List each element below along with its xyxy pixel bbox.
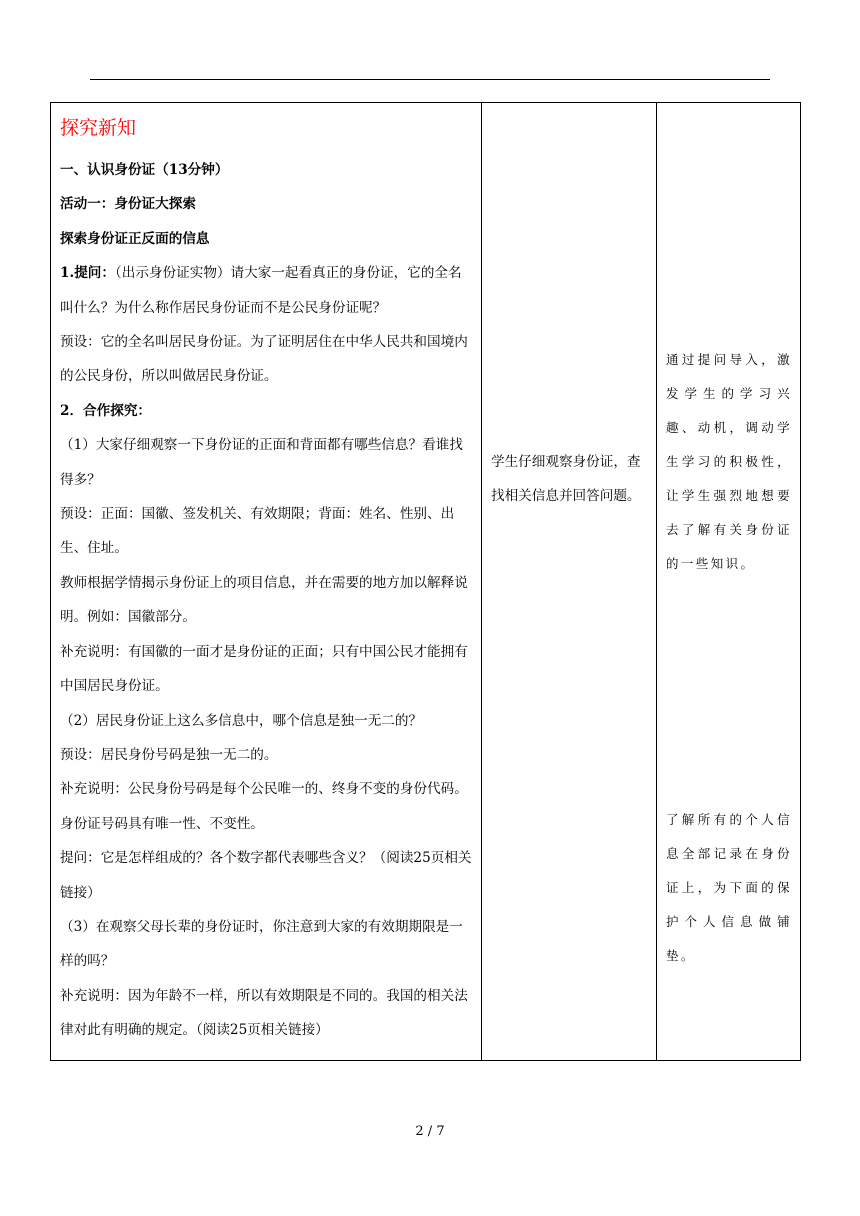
paragraph: 预设：它的全名叫居民身份证。为了证明居住在中华人民共和国境内的公民身份，所以叫做居民身份证。	[60, 334, 468, 385]
lesson-plan-table	[50, 102, 801, 1061]
student-activity-cell	[482, 103, 657, 1061]
paragraph: 补充说明：因为年龄不一样，所以有效期限是不同的。我国的相关法律对此有明确的规定。（阅读25页相关链接）	[60, 987, 468, 1039]
paragraph: （2）居民身份证上这么多信息中，哪个信息是独一无二的？	[60, 712, 423, 729]
page-number: 2 / 7	[415, 1124, 445, 1139]
teaching-process-cell	[51, 103, 482, 1061]
question-1-label: 1.提问：	[60, 265, 115, 282]
section-title: 探究新知	[60, 117, 137, 139]
paragraph: 预设：正面：国徽、签发机关、有效期限；背面：姓名、性别、出生、住址。	[60, 506, 455, 557]
design-intent-note-2: 了解所有的个人信息全部记录在身份证上，为下面的保护个人信息做铺垫。	[666, 812, 792, 963]
section-heading: 一、认识身份证（13分钟）	[60, 162, 229, 178]
design-intent-note-1: 通过提问导入，激发学生的学习兴趣、动机，调动学生学习的积极性，让学生强烈地想要去了解有关身份证的一些知识。	[666, 352, 792, 571]
subtopic-title: 探索身份证正反面的信息	[60, 230, 210, 247]
header-rule	[90, 79, 770, 80]
paragraph: 提问：它是怎样组成的？各个数字都代表哪些含义？（阅读25页相关链接）	[60, 850, 472, 901]
paragraph: 预设：居民身份号码是独一无二的。	[60, 746, 278, 763]
design-intent-cell	[657, 103, 801, 1061]
table-row	[51, 103, 801, 1061]
item-2-heading: 2．合作探究：	[60, 402, 152, 419]
activity-title: 活动一：身份证大探索	[60, 196, 196, 213]
paragraph: 补充说明：有国徽的一面才是身份证的正面；只有中国公民才能拥有中国居民身份证。	[60, 643, 468, 695]
question-1	[60, 256, 473, 325]
student-activity-text: 学生仔细观察身份证，查找相关信息并回答问题。	[491, 454, 641, 504]
paragraph: 补充说明：公民身份号码是每个公民唯一的、终身不变的身份代码。身份证号码具有唯一性、不变性。	[60, 781, 468, 832]
question-1-text: （出示身份证实物）请大家一起看真正的身份证，它的全名叫什么？为什么称作居民身份证而不是公民身份证呢？	[60, 265, 462, 316]
paragraph: （1）大家仔细观察一下身份证的正面和背面都有哪些信息？看谁找得多？	[60, 437, 463, 488]
paragraph: （3）在观察父母长辈的身份证时，你注意到大家的有效期期限是一样的吗？	[60, 918, 463, 970]
paragraph: 教师根据学情揭示身份证上的项目信息，并在需要的地方加以解释说明。例如：国徽部分。	[60, 574, 468, 626]
